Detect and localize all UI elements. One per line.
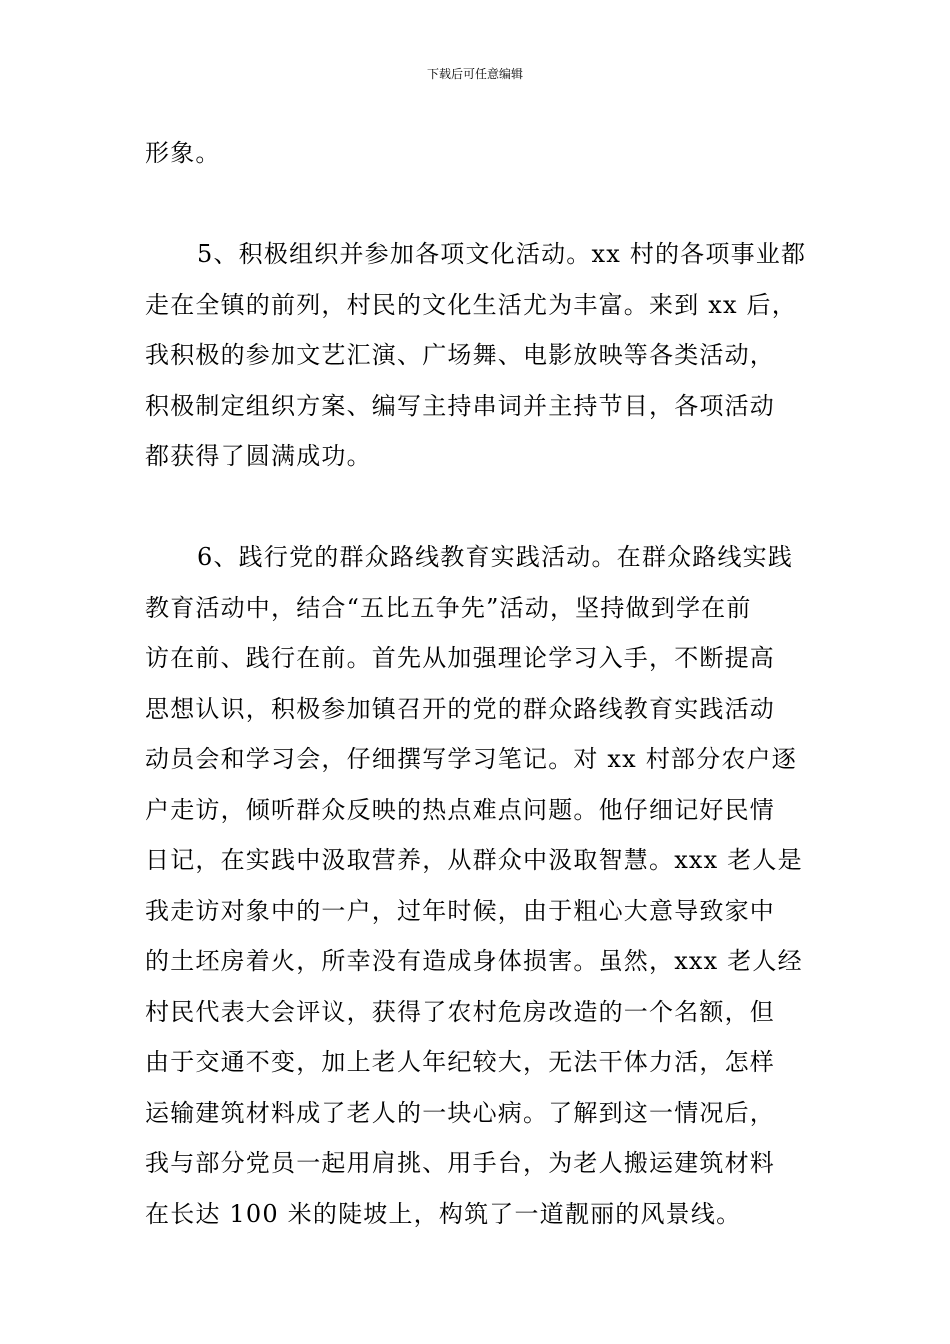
text-line: 在长达 100 米的陡坡上，构筑了一道靓丽的风景线。 xyxy=(145,1199,742,1228)
text-line: 我走访对象中的一户，过年时候，由于粗心大意导致家中 xyxy=(145,896,775,925)
text-line: 动员会和学习会，仔细撰写学习笔记。对 xx 村部分农户逐 xyxy=(145,745,797,773)
text-line: 5、积极组织并参加各项文化活动。xx 村的各项事业都 xyxy=(197,240,807,268)
text-line: 村民代表大会评议，获得了农村危房改造的一个名额，但 xyxy=(145,997,775,1026)
paragraph-spacer xyxy=(145,482,815,533)
text-line: 形象。 xyxy=(145,139,221,167)
text-line: 都获得了圆满成功。 xyxy=(145,442,372,470)
paragraph-1 xyxy=(145,128,815,179)
text-line: 走在全镇的前列，村民的文化生活尤为丰富。来到 xx 后， xyxy=(145,290,797,319)
text-line: 6、践行党的群众路线教育实践活动。在群众路线实践 xyxy=(197,543,794,571)
text-line: 教育活动中，结合“五比五争先”活动，坚持做到学在前 xyxy=(145,593,752,622)
page-header: 下载后可任意编辑 xyxy=(426,67,523,81)
text-line: 的土坯房着火，所幸没有造成身体损害。虽然，xxx 老人经 xyxy=(145,947,803,975)
text-line: 我与部分党员一起用肩挑、用手台，为老人搬运建筑材料 xyxy=(145,1149,775,1177)
text-line: 积极制定组织方案、编写主持串词并主持节目，各项活动 xyxy=(145,391,775,420)
text-line: 日记，在实践中汲取营养，从群众中汲取智慧。xxx 老人是 xyxy=(145,846,803,874)
document-body xyxy=(145,128,815,1239)
text-line: 我积极的参加文艺汇演、广场舞、电影放映等各类活动， xyxy=(145,341,775,369)
paragraph-3 xyxy=(145,532,815,1239)
text-line: 由于交通不变，加上老人年纪较大，无法干体力活，怎样 xyxy=(145,1048,775,1076)
text-line: 户走访，倾听群众反映的热点难点问题。他仔细记好民情 xyxy=(145,795,775,824)
text-line: 思想认识，积极参加镇召开的党的群众路线教育实践活动 xyxy=(145,694,775,723)
paragraph-2 xyxy=(145,229,815,482)
paragraph-spacer xyxy=(145,179,815,230)
text-line: 运输建筑材料成了老人的一块心病。了解到这一情况后， xyxy=(145,1098,775,1127)
text-line: 访在前、践行在前。首先从加强理论学习入手，不断提高 xyxy=(145,644,775,672)
